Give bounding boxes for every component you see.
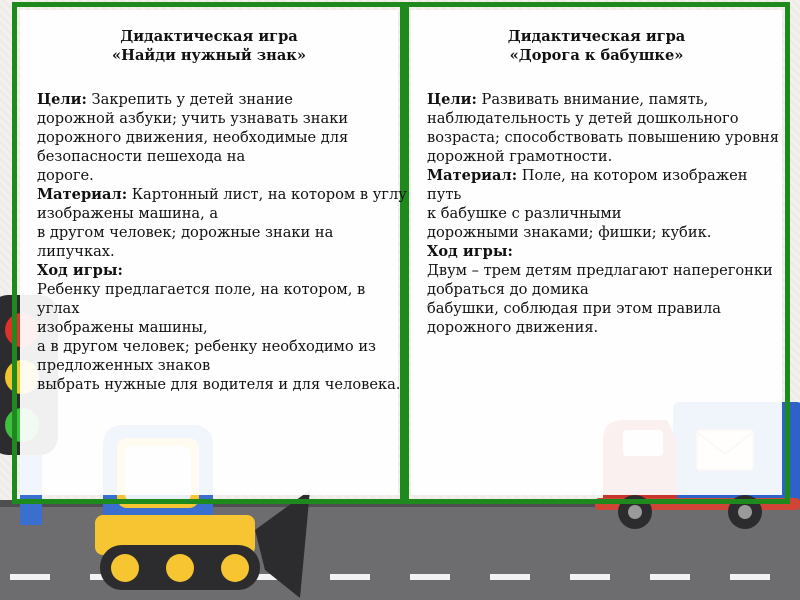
right-material-text: Поле, на котором изображен путь к бабушке с различными дорожными знаками; фишки; кубик. [427, 167, 748, 241]
right-material-label: Материал: [427, 167, 518, 184]
right-process-label: Ход игры: [427, 243, 513, 260]
road-dash [10, 574, 50, 580]
road-dash [650, 574, 690, 580]
right-process-text: Двум – трем детям предлагают наперегонки добраться до домика бабушки, соблюдая при этом правила дорожного движения. [427, 262, 773, 336]
right-goals-label: Цели: [427, 91, 477, 108]
road-dash [330, 574, 370, 580]
left-material-text: Картонный лист, на котором в углу изображены машина, а в другом человек; дорожные знаки на липучках. [37, 186, 407, 260]
left-goals-label: Цели: [37, 91, 87, 108]
left-process-label: Ход игры: [37, 262, 123, 279]
right-heading-1: Дидактическая игра [507, 28, 686, 45]
road-dash [730, 574, 770, 580]
right-heading-2: «Дорога к бабушке» [509, 47, 684, 64]
left-heading-2: «Найди нужный знак» [112, 47, 306, 64]
right-goals-text: Развивать внимание, память, наблюдательность у детей дошкольного возраста; способствовать повышению уровня дорожной грамотности. [427, 91, 779, 165]
right-card-body [427, 90, 779, 337]
left-heading-1: Дидактическая игра [120, 28, 298, 45]
left-card-title [20, 27, 398, 65]
left-process-text: Ребенку предлагается поле, на котором, в углах изображены машины, а в другом человек; ребенку необходимо из предложенных знаков выбрать нужные для водителя и для человека. [37, 281, 401, 393]
left-goals-text: Закрепить у детей знание дорожной азбуки; учить узнавать знаки дорожного движения, необходимые для безопасности пешехода на дороге. [37, 91, 349, 184]
right-card-title [411, 27, 782, 65]
road-dash [570, 574, 610, 580]
left-card-body [37, 90, 407, 394]
road-dash [410, 574, 450, 580]
road-dash [490, 574, 530, 580]
left-material-label: Материал: [37, 186, 128, 203]
